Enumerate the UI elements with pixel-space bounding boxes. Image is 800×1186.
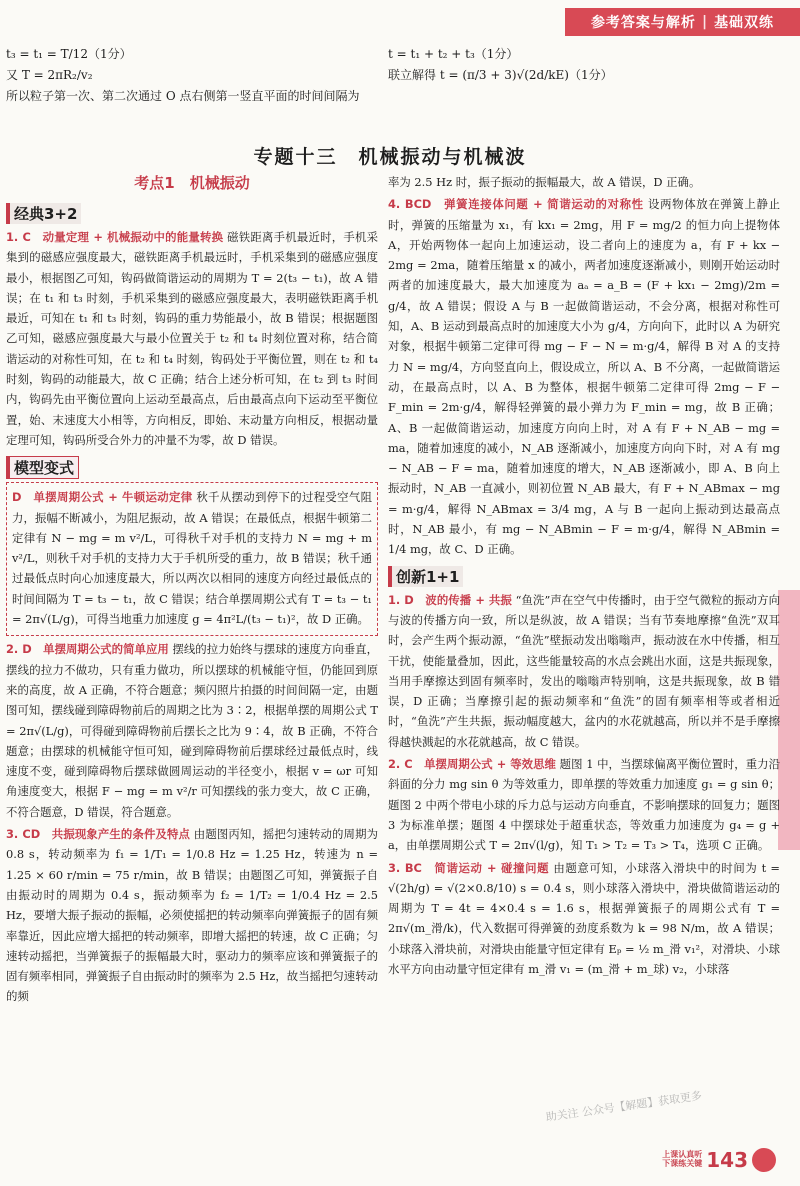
page-number: 143 xyxy=(706,1148,748,1172)
answer-item xyxy=(6,639,378,822)
formula-line: t₃ = t₁ = T/12（1分） xyxy=(6,47,132,61)
left-column xyxy=(6,172,378,1009)
answer-text: 设两物体放在弹簧上静止时，弹簧的压缩量为 x₁，有 kx₁ = 2mg，用 F = mg/2 的恒力向上提物体 A，开始两物体一起向上加速运动，设二者向上的速度为 a，有 F + kx − 2mg = 2ma，随着压缩量 x 的减小，两者加速度逐渐减小，则刚开始运动时两者的加速度最大，最大加速度为 aₐ = a_B = (F + kx₁ − 2mg)/2m = g/4，故 A 错误；假设 A 与 B 一起做简谐运动，不会分离，根据对称性可知，A、B 运动到最高点时的加速度大小为 g/4，方向向下，此时以 A 为研究对象，根据牛顿第二定律可得 mg − F − N = m·g/4，解得 B 对 A 的支持力 N = mg/4，方向竖直向上，假设成立，所以 A、B 不分离，一起做简谐运动，在最高点时，以 A、B 为整体，根据牛顿第二定律可得 2mg − F − F_min = 2m·g/4，解得轻弹簧的最小弹力为 F_min = mg，故 B 正确；A、B 一起做简谐运动，加速度方向向上时，对 A 有 F + N_AB − mg = ma，随着加速度的减小，N_AB 逐渐减小，加速度方向向下时，对 A 有 mg − N_AB − F = ma，随着加速度的增大，N_AB 逐渐减小，即 A、B 向上振动时，N_AB 一直减小，则初位置 N_AB 最大，有 F + N_ABmax − mg = m·g/4，解得 N_ABmax = 3/4 mg，A 与 B 一起向上振动到达最高点时，N_AB 最小，有 mg − N_ABmin − F = m·g/4，解得 N_ABmin = 1/4 mg，故 C、D 正确。 xyxy=(388,197,780,557)
answers-label: 参考答案与解析 xyxy=(590,15,696,31)
answer-text: 题图 1 中，当摆球偏离平衡位置时，重力沿斜面的分力 mg sin θ 为等效重力，即单摆的等效重力加速度 g₁ = g sin θ；题图 2 中两个带电小球的斥力总与运动方向垂直，不影响摆球的回复力；题图 3 为标准单摆；题图 4 中摆球处于超重状态，等效重力加速度为 g₄ = g + a，由单摆周期公式 T = 2π√(l/g)，知 T₁ > T₂ = T₃ > T₄，选项 C 正确。 xyxy=(388,757,780,853)
header-separator: | xyxy=(701,14,709,30)
answer-text: 由题意可知，小球落入滑块中的时间为 t = √(2h/g) = √(2×0.8/10) s = 0.4 s，则小球落入滑块中，滑块做简谐运动的周期为 T = 4t = 4×0.4 s = 1.6 s，根据弹簧振子的周期公式有 T = 2π√(m_滑/k)，代入数据可得弹簧的劲度系数为 k = 98 N/m，故 A 错误；小球落入滑块前，对滑块由能量守恒定律有 Eₚ = ½ m_滑 v₁²，对滑块、小球水平方向由动量守恒定律有 m_滑 v₁ = (m_滑 + m_球) v₂，小球落 xyxy=(388,860,780,976)
category-badge: 模型变式 xyxy=(6,456,79,479)
answer-item xyxy=(12,487,372,629)
footer-slogan-top: 上课认真听 xyxy=(662,1150,703,1160)
answer-item xyxy=(388,590,780,752)
right-column xyxy=(388,172,780,981)
answer-key: 1. D 波的传播 + 共振 xyxy=(388,592,512,607)
subsection-title: 考点1 机械振动 xyxy=(134,174,250,192)
answer-item xyxy=(6,227,378,450)
answer-item xyxy=(388,754,780,855)
footer-slogan xyxy=(662,1151,702,1169)
category-badge: 经典3+2 xyxy=(6,203,81,224)
answer-text: “鱼洗”声在空气中传播时，由于空气微粒的振动方向与波的传播方向一致，所以是纵波，故 A 错误；当有节奏地摩擦“鱼洗”双耳时，会产生两个振动源，“鱼洗”壁振动发出嗡嗡声，振动波在水中传播，相互干扰，使能量叠加，因此，这些能量较高的水点会跳出水面，这是共振现象，当用手摩擦达到固有频率时，发出的嗡嗡声特别响，这是共振现象，故 B 错误，D 正确；当摩擦引起的振动频率和“鱼洗”的固有频率相等或者相近时，“鱼洗”产生共振，振动幅度越大，盆内的水花就越高，所以并不是手摩擦得越快溅起的水花就越高，故 C 错误。 xyxy=(388,592,780,749)
answer-text: 摆线的拉力始终与摆球的速度方向垂直，摆线的拉力不做功，只有重力做功，所以摆球的机械能守恒，仍能回到原来的高度，故 A 正确，不符合题意；频闪照片拍摄的时间间隔一定，由题图可知，摆线碰到障碍物前后的周期之比为 3∶2，根据单摆的周期公式 T = 2π√(L/g)，可得碰到障碍物前后摆长之比为 9∶4，故 B 正确，不符合题意；由摆球的机械能守恒可知，碰到障碍物前后摆球经过最低点时，线速度不变，碰到障碍物后摆球做圆周运动的半径变小，根据 v = ωr 可知角速度变大，根据 F − mg = m v²/r 可知摆线的张力变大，故 C 正确，不符合题意，D 错误，符合题意。 xyxy=(6,642,378,819)
answer-text: 秋千从摆动到停下的过程受空气阻力，振幅不断减小，为阻尼振动，故 A 错误；在最低点，根据牛顿第二定律有 N − mg = m v²/L，可得秋千对手机的支持力 N = mg + m v²/L，则秋千对手机的支持力大于手机所受的重力，故 B 错误；秋千通过最低点时向心加速度最大，所以两次以相同的速度方向经过最低点的时间间隔为 T = t₃ − t₁，故 C 错误；结合单摆周期公式有 T = t₃ − t₁ = 2π√(L/g)，可得当地重力加速度 g = 4π²L/(t₃ − t₁)²，故 D 正确。 xyxy=(12,490,372,627)
chapter-title: 专题十三 机械振动与机械波 xyxy=(253,146,527,168)
continued-text: 率为 2.5 Hz 时，振子振动的振幅最大，故 A 错误，D 正确。 xyxy=(388,175,701,189)
footer-slogan-bottom: 下课练关键 xyxy=(662,1159,703,1168)
answer-item xyxy=(388,858,780,980)
answer-item xyxy=(388,194,780,559)
previous-solution-left xyxy=(6,44,378,107)
page-footer xyxy=(662,1148,776,1172)
answer-key: 4. BCD 弹簧连接体问题 + 简谐运动的对称性 xyxy=(388,197,644,212)
variant-box xyxy=(6,482,378,636)
answer-key: 2. C 单摆周期公式 + 等效思维 xyxy=(388,757,556,772)
answer-item xyxy=(6,824,378,1007)
answer-key: 3. CD 共振现象产生的条件及特点 xyxy=(6,827,191,842)
answer-key: 2. D 单摆周期公式的简单应用 xyxy=(6,642,169,657)
answer-text: 磁铁距离手机最近时，手机采集到的磁感应强度最大，磁铁距离手机最远时，手机采集到的磁感应强度最小，根据图乙可知，钩码做简谐运动的周期为 T = 2(t₃ − t₁)，故 A 错误；在 t₁ 和 t₃ 时刻，手机采集到的磁感应强度最大，表明磁铁距离手机最近，可知在 t₁ 和 t₃ 时刻，钩码的重力势能最小，故 B 错误；根据题图乙可知，磁感应强度最大与最小位置关于 t₂ 和 t₄ 时刻位置对称，结合简谐运动的对称性可知，在 t₂ 和 t₄ 时刻，钩码处于平衡位置，则在 t₂ 和 t₄ 时刻，钩码的动能最大，故 C 正确；结合上述分析可知，在 t₂ 到 t₃ 时间内，钩码先由平衡位置向上运动至最高点，后由最高点向下运动至平衡位置，始、末速度大小相等，方向相反，即始、末动量方向相反，根据动量定理可知，钩码所受合外力的冲量不为零，故 D 错误。 xyxy=(6,230,378,447)
formula-line: 又 T = 2πR₂/v₂ xyxy=(6,68,93,82)
brand-logo-icon xyxy=(752,1148,776,1172)
side-tab xyxy=(778,590,800,850)
text-line: 所以粒子第一次、第二次通过 O 点右侧第一竖直平面的时间间隔为 xyxy=(6,89,360,103)
watermark: 助关注 公众号【解题】获取更多 xyxy=(544,1089,703,1124)
formula-line: 联立解得 t = (π/3 + 3)√(2d/kE)（1分） xyxy=(388,68,613,82)
answer-key: 1. C 动量定理 + 机械振动中的能量转换 xyxy=(6,230,224,244)
formula-line: t = t₁ + t₂ + t₃（1分） xyxy=(388,47,519,61)
answer-key: 3. BC 简谐运动 + 碰撞问题 xyxy=(388,860,550,875)
previous-solution-right xyxy=(388,44,778,86)
series-label: 基础双练 xyxy=(714,15,775,31)
answer-key: D 单摆周期公式 + 牛顿运动定律 xyxy=(12,490,193,505)
category-badge: 创新1+1 xyxy=(388,566,463,587)
answer-text: 由题图丙知，摇把匀速转动的周期为 0.8 s，转动频率为 f₁ = 1/T₁ = 1/0.8 Hz = 1.25 Hz，转速为 n = 1.25 × 60 r/min = 75 r/min，故 B 错误；由题图乙可知，弹簧振子自由振动时的周期为 0.4 s，振动频率为 f₂ = 1/T₂ = 1/0.4 Hz = 2.5 Hz，要增大振子振动的振幅，必须使摇把的转动频率向弹簧振子的固有频率靠近，因此应增大摇把的转动频率，即增大摇把的转速，故 C 正确；匀速转动摇把，当弹簧振子的振幅最大时，驱动力的频率应该和弹簧振子的固有频率相同，弹簧振子自由振动时的频率为 2.5 Hz，故当摇把匀速转动的频 xyxy=(6,827,378,1004)
header-bar xyxy=(565,8,800,36)
